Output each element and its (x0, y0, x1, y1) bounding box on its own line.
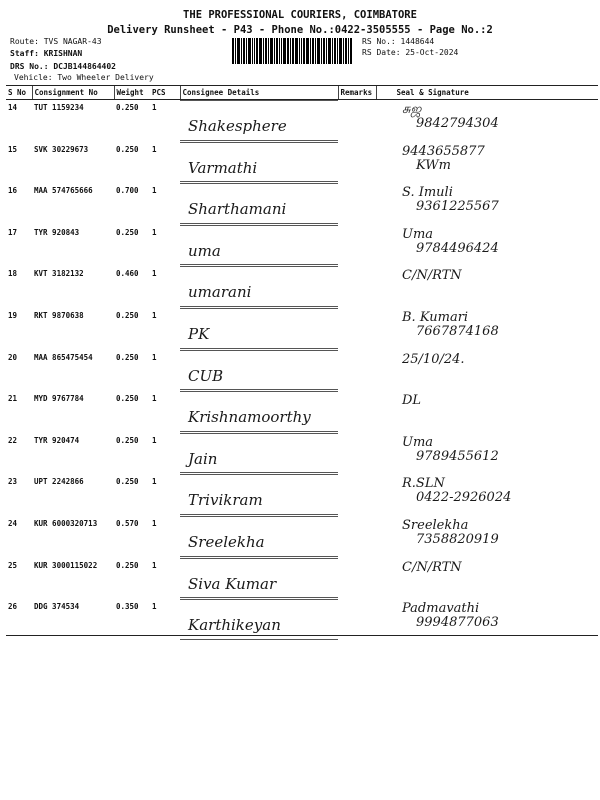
weight-cell: 0.250 (116, 435, 139, 445)
staff-label: Staff: KRISHNAN (10, 49, 83, 58)
consignee-cell (180, 100, 338, 142)
sno-cell: 23 (8, 477, 18, 487)
consignee-cell (180, 558, 338, 600)
remarks-cell (338, 474, 376, 516)
pcs-cell: 1 (152, 352, 157, 362)
pcs-cell: 1 (152, 518, 157, 528)
pcs-cell: 1 (152, 103, 157, 112)
sno-cell: 18 (8, 269, 18, 279)
seal-signature-cell (376, 474, 598, 516)
consignee-cell (180, 391, 338, 433)
remarks-cell (338, 225, 376, 267)
seal-signature-cell (376, 433, 598, 475)
sno-cell: 22 (8, 435, 18, 445)
seal-handwriting: DL (402, 393, 422, 409)
consignee-handwriting: CUB (188, 366, 224, 385)
weight-cell: 0.570 (116, 518, 139, 528)
seal-signature-cell (376, 558, 598, 600)
consignment-cell: KUR 3000115022 (34, 560, 98, 570)
col-pcs-header: PCS (150, 86, 180, 100)
seal-handwriting-line2: 0422-2926024 (416, 490, 512, 506)
seal-handwriting-line2: 9994877063 (416, 615, 499, 631)
consignee-handwriting: umarani (188, 283, 252, 302)
consignment-cell: SVK 30229673 (34, 144, 89, 154)
consignee-cell (180, 308, 338, 350)
seal-handwriting-line2: KWm (416, 157, 451, 173)
remarks-cell (338, 516, 376, 558)
seal-handwriting-line2: 7358820919 (416, 531, 499, 547)
weight-cell: 0.250 (116, 394, 139, 404)
consignment-cell: TYR 920843 (34, 227, 80, 237)
pcs-cell: 1 (152, 602, 157, 612)
consignee-cell (180, 433, 338, 475)
table-row (6, 391, 598, 433)
vehicle-label: Vehicle: Two Wheeler Delivery (14, 73, 154, 82)
remarks-cell (338, 266, 376, 308)
consignment-cell: DDG 374534 (34, 602, 80, 612)
seal-signature-cell (376, 225, 598, 267)
table-row (6, 308, 598, 350)
seal-signature-cell (376, 100, 598, 142)
consignee-cell (180, 183, 338, 225)
pcs-cell: 1 (152, 560, 157, 570)
seal-signature-cell (376, 391, 598, 433)
pcs-cell: 1 (152, 144, 157, 154)
consignee-handwriting: Siva Kumar (188, 574, 277, 593)
pcs-cell: 1 (152, 435, 157, 445)
remarks-cell (338, 183, 376, 225)
consignee-handwriting: PK (188, 324, 210, 343)
seal-handwriting: Uma (402, 434, 434, 450)
table-row (6, 266, 598, 308)
table-row (6, 100, 598, 142)
seal-handwriting: R.SLN (402, 476, 445, 492)
table-row (6, 350, 598, 392)
weight-cell: 0.250 (116, 227, 139, 237)
weight-cell: 0.250 (116, 103, 139, 112)
table-row (6, 558, 598, 600)
seal-signature-cell (376, 308, 598, 350)
col-consignment-header: Consignment No (32, 86, 114, 100)
barcode-image (232, 38, 352, 64)
weight-cell: 0.250 (116, 310, 139, 320)
seal-signature-cell (376, 142, 598, 184)
drs-label: DRS No.: DCJB144864402 (10, 62, 116, 71)
consignment-cell: TUT 1159234 (34, 103, 84, 112)
pcs-cell: 1 (152, 186, 157, 196)
seal-handwriting: C/N/RTN (402, 559, 462, 575)
rs-number: RS No.: 1448644 (362, 37, 435, 46)
seal-handwriting: S. Imuli (402, 185, 453, 201)
seal-handwriting-line2: 9361225567 (416, 199, 499, 215)
pcs-cell: 1 (152, 477, 157, 487)
sno-cell: 20 (8, 352, 18, 362)
weight-cell: 0.250 (116, 560, 139, 570)
seal-handwriting-line2: 7667874168 (416, 323, 499, 339)
sno-cell: 26 (8, 602, 18, 612)
consignee-handwriting: Sharthamani (188, 200, 287, 219)
seal-handwriting: B. Kumari (402, 309, 469, 325)
consignee-handwriting: Trivikram (188, 491, 263, 510)
seal-handwriting: Padmavathi (402, 601, 480, 617)
weight-cell: 0.460 (116, 269, 139, 279)
table-row (6, 225, 598, 267)
rs-date: RS Date: 25-Oct-2024 (362, 48, 459, 57)
consignee-handwriting: Krishnamoorthy (188, 408, 311, 427)
consignment-cell: MAA 574765666 (34, 186, 93, 196)
table-row (6, 516, 598, 558)
sno-cell: 24 (8, 518, 18, 528)
sno-cell: 21 (8, 394, 18, 404)
consignee-handwriting: Jain (188, 449, 218, 468)
pcs-cell: 1 (152, 269, 157, 279)
weight-cell: 0.350 (116, 602, 139, 612)
weight-cell: 0.250 (116, 477, 139, 487)
consignment-cell: RKT 9870638 (34, 310, 84, 320)
col-sno-header: S No (6, 86, 32, 100)
sno-cell: 14 (8, 103, 18, 112)
consignee-handwriting: uma (188, 241, 221, 260)
seal-handwriting: 25/10/24. (402, 351, 465, 367)
company-title: THE PROFESSIONAL COURIERS, COIMBATORE (183, 9, 417, 21)
runsheet-subtitle: Delivery Runsheet - P43 - Phone No.:0422-3505555 - Page No.:2 (107, 24, 493, 36)
seal-signature-cell (376, 183, 598, 225)
table-row (6, 183, 598, 225)
consignment-cell: KVT 3182132 (34, 269, 84, 279)
table-row (6, 142, 598, 184)
remarks-cell (338, 433, 376, 475)
seal-signature-cell (376, 516, 598, 558)
runsheet-table (6, 85, 598, 641)
pcs-cell: 1 (152, 310, 157, 320)
seal-signature-cell (376, 350, 598, 392)
col-weight-header: Weight (114, 86, 150, 100)
col-remarks-header: Remarks (338, 86, 376, 100)
seal-handwriting: Uma (402, 226, 434, 242)
weight-cell: 0.250 (116, 352, 139, 362)
table-header-row (6, 86, 598, 100)
col-consignee-header: Consignee Details (180, 86, 338, 100)
sno-cell: 17 (8, 227, 18, 237)
consignee-cell (180, 266, 338, 308)
consignment-cell: MYD 9767784 (34, 394, 84, 404)
table-end-line (6, 635, 598, 636)
seal-signature-cell (376, 266, 598, 308)
col-seal-header: Seal & Signature (376, 86, 598, 100)
weight-cell: 0.250 (116, 144, 139, 154)
consignee-handwriting: Varmathi (188, 158, 258, 177)
weight-cell: 0.700 (116, 186, 139, 196)
consignee-cell (180, 474, 338, 516)
seal-handwriting-line2: 9784496424 (416, 240, 499, 256)
consignment-cell: TYR 920474 (34, 435, 80, 445)
remarks-cell (338, 308, 376, 350)
consignee-handwriting: Karthikeyan (188, 616, 281, 635)
seal-handwriting-line2: 9789455612 (416, 448, 499, 464)
pcs-cell: 1 (152, 227, 157, 237)
sno-cell: 25 (8, 560, 18, 570)
sno-cell: 16 (8, 186, 18, 196)
seal-handwriting: சுஜ (402, 102, 422, 117)
remarks-cell (338, 558, 376, 600)
consignee-cell (180, 350, 338, 392)
route-label: Route: TVS NAGAR-43 (10, 37, 102, 46)
seal-handwriting-line2: 9842794304 (416, 116, 499, 131)
consignee-cell (180, 516, 338, 558)
pcs-cell: 1 (152, 394, 157, 404)
consignment-cell: MAA 865475454 (34, 352, 93, 362)
seal-handwriting: C/N/RTN (402, 268, 462, 284)
remarks-cell (338, 142, 376, 184)
consignee-handwriting: Shakesphere (188, 117, 287, 135)
seal-handwriting: 9443655877 (402, 143, 485, 159)
remarks-cell (338, 100, 376, 142)
consignee-cell (180, 225, 338, 267)
consignee-cell (180, 142, 338, 184)
consignment-cell: UPT 2242866 (34, 477, 84, 487)
consignee-handwriting: Sreelekha (188, 532, 265, 551)
remarks-cell (338, 350, 376, 392)
consignment-cell: KUR 6000320713 (34, 518, 98, 528)
table-row (6, 474, 598, 516)
table-row (6, 433, 598, 475)
sno-cell: 19 (8, 310, 18, 320)
remarks-cell (338, 391, 376, 433)
seal-handwriting: Sreelekha (402, 517, 469, 533)
sno-cell: 15 (8, 144, 18, 154)
